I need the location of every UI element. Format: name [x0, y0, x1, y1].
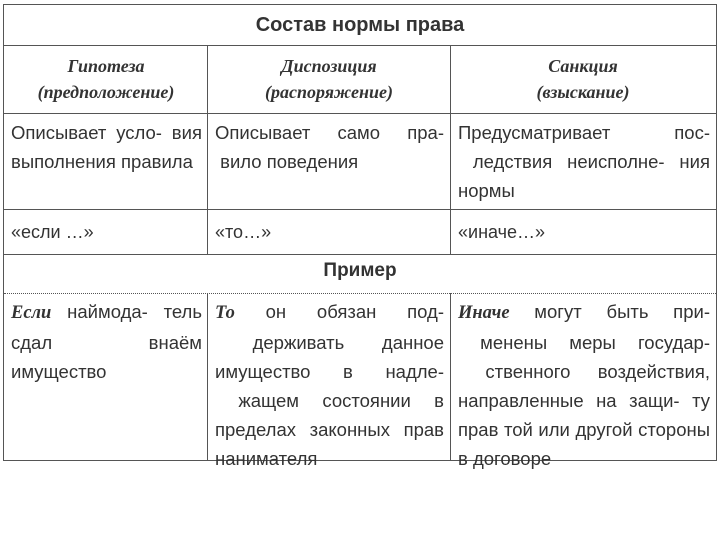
hypothesis-description: Описывает усло- вия выполнения правила — [11, 122, 202, 172]
column-header-hypothesis — [8, 53, 204, 105]
column-header-subtitle: (взыскание) — [536, 82, 630, 102]
row-divider — [4, 293, 716, 294]
example-heading: Пример — [323, 260, 397, 281]
example-text: он обязан под- держивать данное имущество в надле- жащем состоянии в пределах законных прав нанимателя — [215, 301, 444, 469]
column-header-subtitle: (распоряжение) — [265, 82, 393, 102]
example-lead-word: Иначе — [458, 303, 510, 323]
column-header-name: Санкция — [548, 56, 618, 76]
disposition-example — [215, 297, 444, 473]
row-divider — [4, 254, 716, 255]
hypothesis-keyword: «если …» — [11, 222, 94, 242]
table-body — [4, 45, 716, 469]
table-title: Состав нормы права — [4, 5, 716, 46]
row-divider — [4, 209, 716, 210]
example-lead-word: То — [215, 303, 235, 323]
column-divider — [207, 293, 208, 460]
column-divider — [450, 45, 451, 254]
example-text: наймода- тель сдал внаём имущество — [11, 301, 202, 382]
column-header-name: Гипотеза — [67, 56, 145, 76]
example-text: могут быть при- менены меры государ- ственного воздействия, направленные на защи- ту прав той или другой стороны в договоре — [458, 301, 710, 469]
sanction-keyword: «иначе…» — [458, 222, 546, 242]
column-divider — [207, 45, 208, 254]
row-divider — [4, 113, 716, 114]
column-divider — [450, 293, 451, 460]
disposition-description: Описывает само пра- вило поведения — [215, 122, 444, 172]
hypothesis-example — [11, 297, 202, 386]
column-header-sanction — [454, 53, 712, 105]
sanction-example — [458, 297, 710, 473]
column-header-disposition — [211, 53, 447, 105]
column-header-subtitle: (предположение) — [37, 82, 175, 102]
example-lead-word: Если — [11, 303, 52, 323]
column-header-name: Диспозиция — [281, 56, 377, 76]
disposition-keyword: «то…» — [215, 222, 272, 242]
sanction-description: Предусматривает пос- ледствия неисполне- ния нормы — [458, 122, 710, 201]
norm-structure-table — [3, 4, 717, 469]
